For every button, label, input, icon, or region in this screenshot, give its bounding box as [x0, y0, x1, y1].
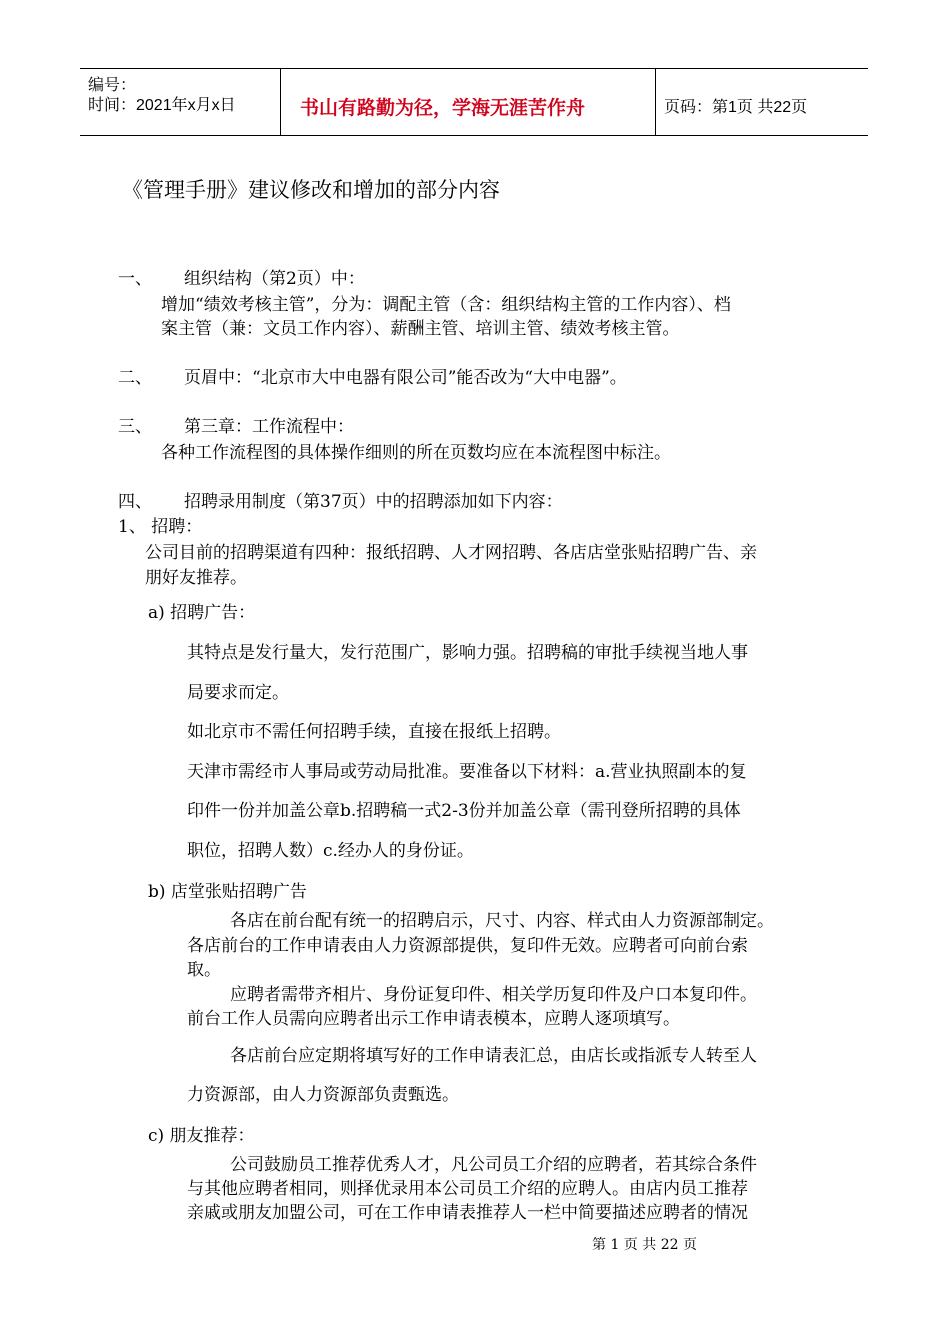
section-heading: 招聘录用制度（第37页）中的招聘添加如下内容：: [184, 492, 563, 512]
header-motto: 书山有路勤为径，学海无涯苦作舟: [300, 97, 586, 119]
item-heading: a) 招聘广告：: [148, 603, 256, 623]
section-heading: 第三章：工作流程中：: [184, 417, 354, 437]
section-number: 二、: [118, 368, 152, 388]
paragraph-line: 局要求而定。: [187, 683, 289, 703]
paragraph-line: 如北京市不需任何招聘手续，直接在报纸上招聘。: [187, 722, 561, 742]
section-number: 四、: [118, 492, 152, 512]
header-divider: [280, 68, 281, 136]
paragraph-line: 其特点是发行量大，发行范围广，影响力强。招聘稿的审批手续视当地人事: [187, 643, 748, 663]
paragraph-line: 职位，招聘人数）c.经办人的身份证。: [187, 841, 474, 861]
paragraph-line: 应聘者需带齐相片、身份证复印件、相关学历复印件及户口本复印件。: [230, 985, 757, 1005]
paragraph-line: 取。: [187, 960, 221, 980]
paragraph-line: 公司鼓励员工推荐优秀人才，凡公司员工介绍的应聘者，若其综合条件: [230, 1155, 757, 1175]
paragraph-line: 各种工作流程图的具体操作细则的所在页数均应在本流程图中标注。: [161, 443, 671, 463]
paragraph-line: 各店在前台配有统一的招聘启示，尺寸、内容、样式由人力资源部制定。: [230, 911, 774, 931]
subsection-heading: 1、 招聘：: [118, 517, 203, 537]
paragraph-line: 案主管（兼：文员工作内容）、薪酬主管、培训主管、绩效考核主管。: [161, 319, 680, 339]
header-time-label: 时间：2021年x月x日: [88, 97, 236, 114]
header-divider: [655, 68, 656, 136]
paragraph-line: 亲戚或朋友加盟公司，可在工作申请表推荐人一栏中简要描述应聘者的情况: [187, 1203, 748, 1223]
section-number: 三、: [118, 417, 152, 437]
header-number-label: 编号：: [88, 77, 137, 94]
paragraph-line: 与其他应聘者相同，则择优录用本公司员工介绍的应聘人。由店内员工推荐: [187, 1179, 748, 1199]
section-number: 一、: [118, 269, 152, 289]
paragraph-line: 力资源部，由人力资源部负责甄选。: [187, 1085, 459, 1105]
paragraph-line: 增加“绩效考核主管”，分为：调配主管（含：组织结构主管的工作内容）、档: [161, 295, 731, 315]
paragraph-line: 前台工作人员需向应聘者出示工作申请表模本，应聘人逐项填写。: [187, 1009, 680, 1029]
document-title: 《管理手册》建议修改和增加的部分内容: [122, 178, 500, 202]
paragraph-line: 公司目前的招聘渠道有四种：报纸招聘、人才网招聘、各店店堂张贴招聘广告、亲: [145, 543, 757, 563]
paragraph-line: 各店前台应定期将填写好的工作申请表汇总，由店长或指派专人转至人: [230, 1046, 757, 1066]
section-heading: 页眉中：“北京市大中电器有限公司”能否改为“大中电器”。: [184, 368, 627, 388]
item-heading: c) 朋友推荐：: [148, 1126, 255, 1146]
section-heading: 组织结构（第2页）中：: [184, 269, 365, 289]
header-page-label: 页码：第1页 共22页: [664, 99, 808, 116]
paragraph-line: 各店前台的工作申请表由人力资源部提供，复印件无效。应聘者可向前台索: [187, 936, 748, 956]
item-heading: b) 店堂张贴招聘广告: [148, 882, 307, 902]
page-footer: 第 1 页 共 22 页: [592, 1237, 697, 1253]
paragraph-line: 印件一份并加盖公章b.招聘稿一式2-3份并加盖公章（需刊登所招聘的具体: [187, 801, 741, 821]
paragraph-line: 天津市需经市人事局或劳动局批准。要准备以下材料：a.营业执照副本的复: [187, 762, 747, 782]
paragraph-line: 朋好友推荐。: [145, 568, 247, 588]
